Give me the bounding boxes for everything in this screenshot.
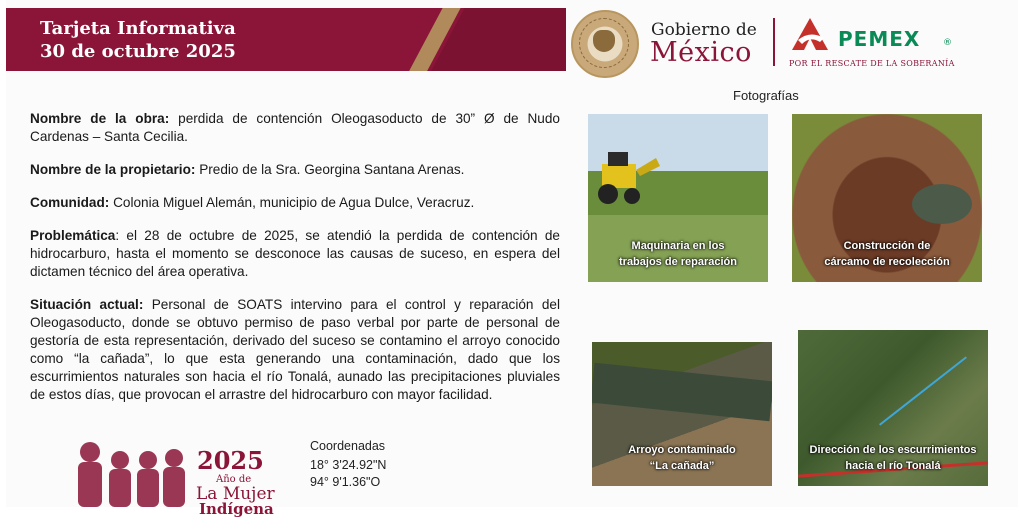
photo-collection-pit-caption: Construcción de cárcamo de recolección [824,240,950,268]
photo-machinery [588,114,768,282]
situacion-paragraph: Situación actual: Personal de SOATS intervino para el control y reparación del Oleogasoducto, donde se obtuvo permiso de paso verbal por parte de personal de gestoría de esta representación, derivado del suceso se contamino el arroyo conocido como “la cañada”, lo que esta generando una contaminación, dado que los escurrimientos naturales son hacia el río Tonalá, aunado las precipitaciones pluviales de estos días, que provocan el arrastre del hidrocarburo con mayor facilidad. [30,297,560,402]
commemorative-line1: Año de [216,474,252,485]
logo-divider [773,18,775,66]
pit-water [912,184,972,224]
indigenous-women-illustration [60,436,190,507]
pemex-eagle-icon [790,16,830,54]
coordinates-block [310,438,386,491]
commemorative-year: 2025 [197,446,264,475]
stream-water [592,363,772,422]
pemex-logo-text: PEMEX [838,27,921,51]
gobierno-logo-line2: México [650,37,752,68]
header-banner [6,8,566,71]
eagle-icon [593,30,615,52]
coordinates-heading: Coordenadas [310,439,386,453]
photo-machinery-caption: Maquinaria en los trabajos de reparación [619,240,737,268]
photo-contaminated-stream [592,342,772,486]
coordinates-latitude: 18° 3'24.92"N [310,458,387,472]
report-body [30,110,560,419]
photo-contaminated-stream-caption: Arroyo contaminado “La cañada” [628,444,736,472]
propietario-paragraph: Nombre de la propietario: Predio de la Sra. Georgina Santana Arenas. [30,162,465,177]
obra-paragraph: Nombre de la obra: perdida de contención Oleogasoducto de 30” Ø de Nudo Cardenas – Santa Cecilia. [30,111,560,144]
pemex-tagline: POR EL RESCATE DE LA SOBERANÍA [789,59,955,68]
commemorative-line3: Indígena [199,500,274,518]
coordinates-longitude: 94° 9'1.36"O [310,475,381,489]
header-title [40,17,236,63]
photo-runoff-map [798,330,988,486]
header-date: 30 de octubre 2025 [40,41,236,62]
problematica-paragraph: Problemática: el 28 de octubre de 2025, se atendió la perdida de contención de hidrocarburo, hasta el momento se desconoce las causas de suceso, en espera del dictamen técnico del área operativa. [30,228,560,279]
gobierno-logo-line1: Gobierno de [651,20,757,40]
excavator-icon [594,144,664,210]
commemorative-line2: La Mujer [196,484,275,504]
comunidad-paragraph: Comunidad: Colonia Miguel Alemán, municipio de Agua Dulce, Veracruz. [30,195,475,210]
photos-heading: Fotografías [733,88,799,103]
runoff-route-line [879,356,967,425]
photo-runoff-map-caption: Dirección de los escurrimientos hacia el río Tonalá [809,444,977,472]
pemex-registered-mark: ® [943,38,952,48]
photo-collection-pit [792,114,982,282]
national-seal-logo [571,10,639,78]
header-title-line1: Tarjeta Informativa [40,18,236,39]
